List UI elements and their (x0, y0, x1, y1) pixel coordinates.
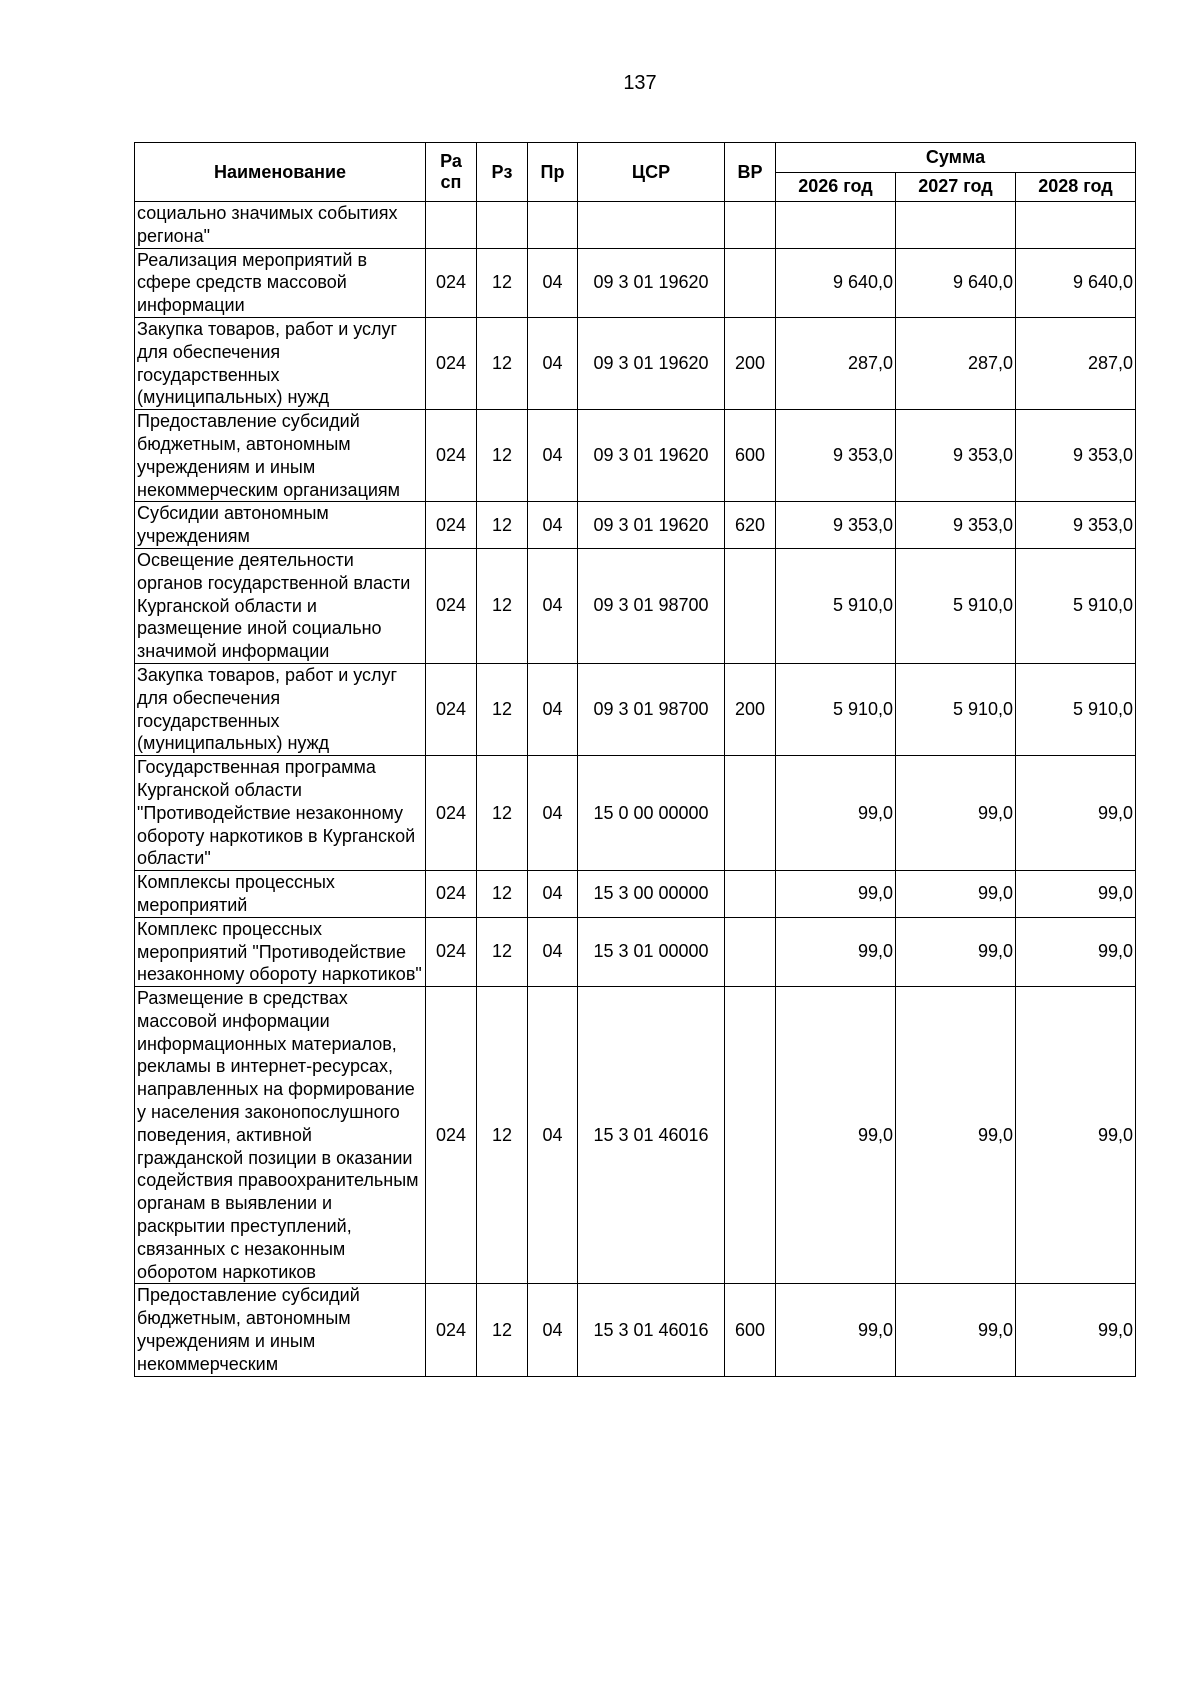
cell-y2027: 99,0 (896, 917, 1016, 986)
cell-vr (725, 548, 776, 663)
header-vr: ВР (725, 143, 776, 202)
cell-rasp: 024 (426, 502, 477, 549)
header-rasp: Ра сп (426, 143, 477, 202)
header-2027: 2027 год (896, 172, 1016, 202)
cell-name: Закупка товаров, работ и услуг для обеспечения государственных (муниципальных) нужд (135, 317, 426, 409)
table-row (135, 410, 1136, 502)
cell-csr: 09 3 01 98700 (578, 548, 725, 663)
header-sum: Сумма (776, 143, 1136, 173)
cell-rz: 12 (477, 871, 528, 918)
cell-rz: 12 (477, 548, 528, 663)
cell-name: Государственная программа Курганской области "Противодействие незаконному обороту наркотиков в Курганской области" (135, 756, 426, 871)
cell-csr: 15 3 00 00000 (578, 871, 725, 918)
table-row (135, 1284, 1136, 1376)
cell-vr (725, 917, 776, 986)
cell-vr (725, 756, 776, 871)
cell-vr: 200 (725, 317, 776, 409)
cell-pr: 04 (528, 502, 578, 549)
cell-y2028: 99,0 (1016, 917, 1136, 986)
cell-y2027: 5 910,0 (896, 663, 1016, 755)
cell-y2027: 5 910,0 (896, 548, 1016, 663)
cell-name: Предоставление субсидий бюджетным, автономным учреждениям и иным некоммерческим организациям (135, 410, 426, 502)
cell-y2028: 5 910,0 (1016, 548, 1136, 663)
cell-y2028: 287,0 (1016, 317, 1136, 409)
cell-pr: 04 (528, 756, 578, 871)
cell-pr: 04 (528, 410, 578, 502)
cell-rasp: 024 (426, 871, 477, 918)
table-row (135, 663, 1136, 755)
cell-name: Закупка товаров, работ и услуг для обеспечения государственных (муниципальных) нужд (135, 663, 426, 755)
cell-rz: 12 (477, 1284, 528, 1376)
cell-rasp: 024 (426, 663, 477, 755)
cell-pr: 04 (528, 1284, 578, 1376)
cell-y2026: 99,0 (776, 917, 896, 986)
cell-name: Реализация мероприятий в сфере средств массовой информации (135, 248, 426, 317)
cell-rasp: 024 (426, 410, 477, 502)
cell-y2028: 9 353,0 (1016, 410, 1136, 502)
cell-vr: 200 (725, 663, 776, 755)
header-rz: Рз (477, 143, 528, 202)
cell-y2026: 99,0 (776, 1284, 896, 1376)
cell-y2027: 9 353,0 (896, 410, 1016, 502)
cell-y2027: 99,0 (896, 871, 1016, 918)
cell-vr: 600 (725, 1284, 776, 1376)
cell-y2028: 99,0 (1016, 1284, 1136, 1376)
page-number: 137 (623, 72, 657, 94)
cell-y2027: 99,0 (896, 987, 1016, 1284)
cell-y2026 (776, 202, 896, 249)
cell-rz: 12 (477, 317, 528, 409)
table-row (135, 871, 1136, 918)
cell-y2026: 5 910,0 (776, 548, 896, 663)
cell-csr: 09 3 01 19620 (578, 502, 725, 549)
header-pr: Пр (528, 143, 578, 202)
cell-y2027: 287,0 (896, 317, 1016, 409)
cell-y2027: 9 353,0 (896, 502, 1016, 549)
cell-y2028: 99,0 (1016, 987, 1136, 1284)
cell-rasp (426, 202, 477, 249)
cell-y2028 (1016, 202, 1136, 249)
cell-csr: 09 3 01 98700 (578, 663, 725, 755)
cell-rz: 12 (477, 410, 528, 502)
cell-pr: 04 (528, 917, 578, 986)
table-row (135, 756, 1136, 871)
cell-rasp: 024 (426, 1284, 477, 1376)
cell-rasp: 024 (426, 548, 477, 663)
cell-y2026: 9 640,0 (776, 248, 896, 317)
cell-rz: 12 (477, 917, 528, 986)
cell-y2026: 99,0 (776, 871, 896, 918)
cell-y2028: 99,0 (1016, 756, 1136, 871)
cell-name: Предоставление субсидий бюджетным, автономным учреждениям и иным некоммерческим (135, 1284, 426, 1376)
cell-rasp: 024 (426, 987, 477, 1284)
cell-pr: 04 (528, 548, 578, 663)
cell-rasp: 024 (426, 917, 477, 986)
cell-y2028: 5 910,0 (1016, 663, 1136, 755)
cell-pr (528, 202, 578, 249)
cell-csr: 15 3 01 46016 (578, 987, 725, 1284)
cell-pr: 04 (528, 871, 578, 918)
cell-csr (578, 202, 725, 249)
cell-csr: 15 3 01 46016 (578, 1284, 725, 1376)
table-row (135, 502, 1136, 549)
table-row (135, 917, 1136, 986)
table-row (135, 548, 1136, 663)
cell-y2027: 99,0 (896, 756, 1016, 871)
cell-csr: 09 3 01 19620 (578, 410, 725, 502)
cell-vr (725, 987, 776, 1284)
cell-rasp: 024 (426, 248, 477, 317)
cell-pr: 04 (528, 248, 578, 317)
header-2028: 2028 год (1016, 172, 1136, 202)
header-name: Наименование (135, 143, 426, 202)
cell-name: Комплекс процессных мероприятий "Противодействие незаконному обороту наркотиков" (135, 917, 426, 986)
cell-y2028: 9 640,0 (1016, 248, 1136, 317)
cell-csr: 09 3 01 19620 (578, 317, 725, 409)
cell-vr (725, 871, 776, 918)
cell-y2027: 99,0 (896, 1284, 1016, 1376)
cell-pr: 04 (528, 663, 578, 755)
cell-y2026: 287,0 (776, 317, 896, 409)
cell-rz: 12 (477, 248, 528, 317)
table-row (135, 202, 1136, 249)
cell-pr: 04 (528, 987, 578, 1284)
cell-name: социально значимых событиях региона" (135, 202, 426, 249)
cell-y2028: 9 353,0 (1016, 502, 1136, 549)
cell-y2028: 99,0 (1016, 871, 1136, 918)
header-csr: ЦСР (578, 143, 725, 202)
cell-y2026: 9 353,0 (776, 502, 896, 549)
cell-csr: 15 0 00 00000 (578, 756, 725, 871)
cell-y2026: 9 353,0 (776, 410, 896, 502)
header-2026: 2026 год (776, 172, 896, 202)
cell-vr (725, 202, 776, 249)
cell-rz: 12 (477, 987, 528, 1284)
budget-table (134, 142, 1136, 1377)
cell-csr: 09 3 01 19620 (578, 248, 725, 317)
table-row (135, 317, 1136, 409)
cell-y2026: 99,0 (776, 756, 896, 871)
cell-rasp: 024 (426, 756, 477, 871)
table-row (135, 987, 1136, 1284)
cell-csr: 15 3 01 00000 (578, 917, 725, 986)
cell-pr: 04 (528, 317, 578, 409)
cell-vr: 620 (725, 502, 776, 549)
cell-name: Размещение в средствах массовой информации информационных материалов, рекламы в интернет-ресурсах, направленных на формирование у населения законопослушного поведения, активной гражданской позиции в оказании содействия правоохранительным органам в выявлении и раскрытии преступлений, связанных с незаконным оборотом наркотиков (135, 987, 426, 1284)
cell-rz: 12 (477, 756, 528, 871)
cell-rz: 12 (477, 663, 528, 755)
cell-vr: 600 (725, 410, 776, 502)
cell-y2026: 5 910,0 (776, 663, 896, 755)
cell-rz (477, 202, 528, 249)
cell-name: Субсидии автономным учреждениям (135, 502, 426, 549)
table-row (135, 248, 1136, 317)
cell-y2027: 9 640,0 (896, 248, 1016, 317)
cell-y2026: 99,0 (776, 987, 896, 1284)
cell-name: Комплексы процессных мероприятий (135, 871, 426, 918)
cell-name: Освещение деятельности органов государственной власти Курганской области и размещение иной социально значимой информации (135, 548, 426, 663)
cell-rz: 12 (477, 502, 528, 549)
cell-vr (725, 248, 776, 317)
cell-y2027 (896, 202, 1016, 249)
cell-rasp: 024 (426, 317, 477, 409)
